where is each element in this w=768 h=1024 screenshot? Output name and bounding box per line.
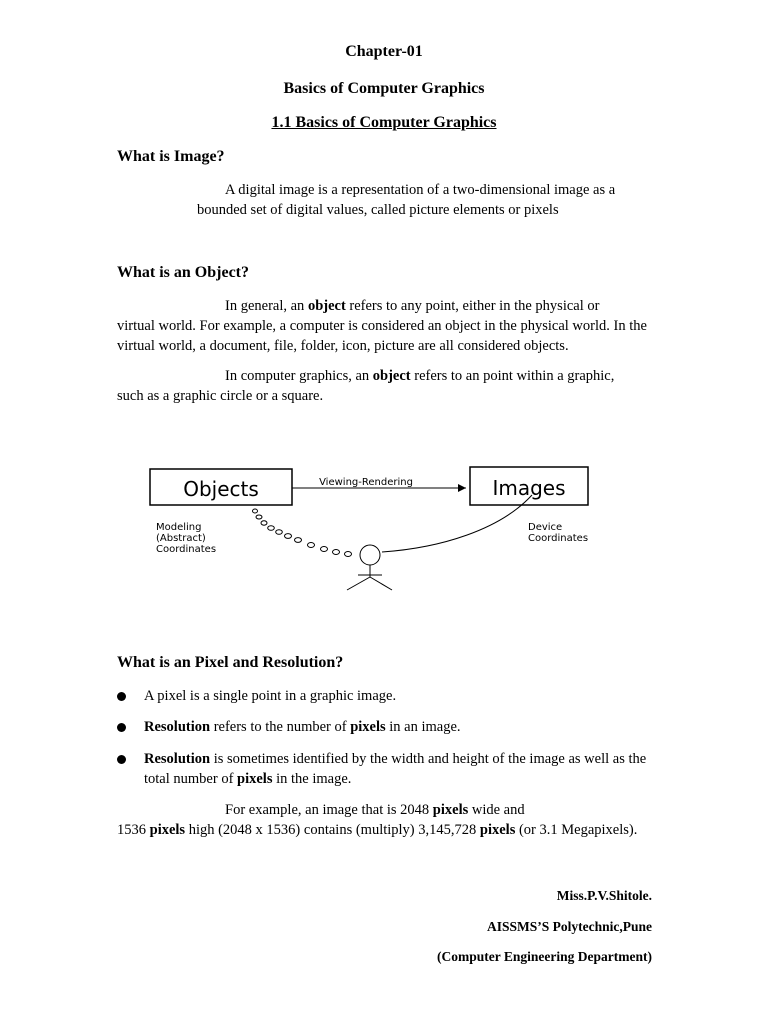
object-paragraph-2: In computer graphics, an object refers to an point within a graphic, such as a graphic circle or a square. xyxy=(117,368,615,404)
object-heading: What is an Object? xyxy=(117,264,249,281)
bullet-icon xyxy=(117,723,126,732)
dotted-path xyxy=(253,509,352,557)
institute-name: AISSMS’S Polytechnic,Pune xyxy=(486,919,652,934)
section-title: 1.1 Basics of Computer Graphics xyxy=(271,114,497,131)
department-name: (Computer Engineering Department) xyxy=(437,949,652,964)
device-label: Device xyxy=(528,522,563,533)
list-item: Resolution is sometimes identified by the width and height of the image as well as the total number of pixels in the image. xyxy=(117,749,657,789)
image-definition-line1: A digital image is a representation of a two-dimensional image as a xyxy=(225,182,616,198)
example-paragraph: For example, an image that is 2048 pixels wide and 1536 pixels high (2048 x 1536) contains (multiply) 3,145,728 pixels (or 3.1 Megapixels). xyxy=(117,802,638,838)
viewing-rendering-label: Viewing-Rendering xyxy=(319,477,413,488)
modeling-label: Modeling xyxy=(156,522,202,533)
chapter-title: Basics of Computer Graphics xyxy=(283,80,485,97)
bullet-icon xyxy=(117,755,126,764)
coordinates-label: Coordinates xyxy=(156,544,217,555)
device-curve xyxy=(382,495,532,552)
objects-images-diagram xyxy=(140,455,610,605)
arrow-head-icon xyxy=(458,484,466,492)
objects-label: Objects xyxy=(183,477,259,501)
abstract-label: (Abstract) xyxy=(156,533,206,544)
author-name: Miss.P.V.Shitole. xyxy=(556,888,652,903)
chapter-heading: Chapter-01 xyxy=(345,43,423,60)
bullet-icon xyxy=(117,692,126,701)
image-heading: What is Image? xyxy=(117,148,225,165)
list-item: Resolution refers to the number of pixels in an image. xyxy=(117,717,657,737)
list-item: A pixel is a single point in a graphic image. xyxy=(117,686,657,706)
pixel-heading: What is an Pixel and Resolution? xyxy=(117,654,344,671)
images-label: Images xyxy=(492,476,566,500)
device-coordinates-label: Coordinates xyxy=(528,533,589,544)
object-paragraph-1: In general, an object refers to any point, either in the physical or virtual world. For example, a computer is considered an object in the physical world. In the virtual world, a document, file, folder, icon, picture are all considered objects. xyxy=(117,298,647,354)
image-definition-line2: bounded set of digital values, called picture elements or pixels xyxy=(197,202,559,218)
